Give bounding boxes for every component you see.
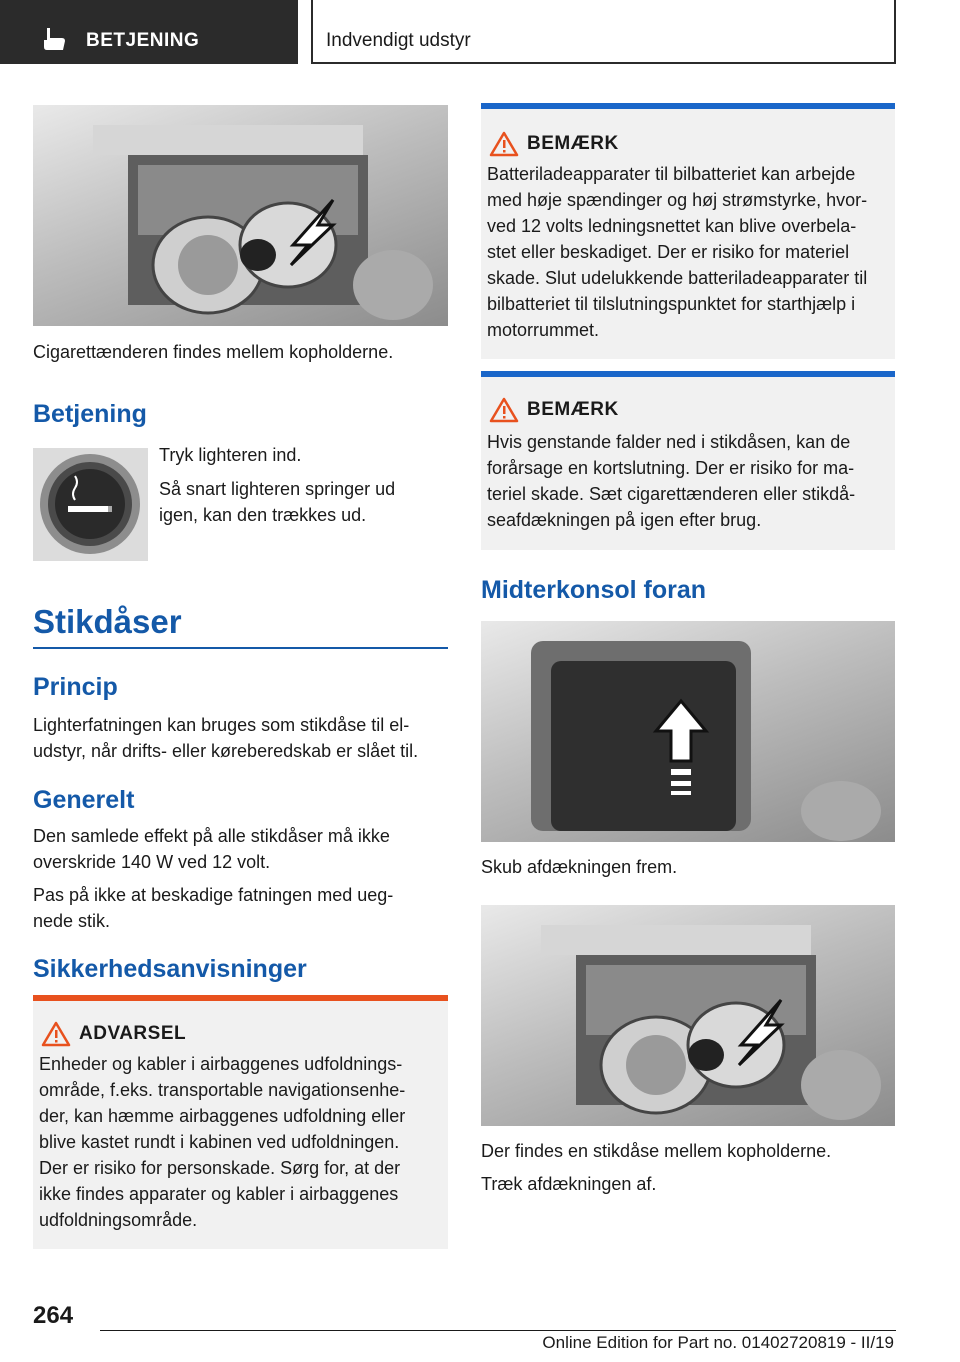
generelt-text-2a: Pas på ikke at beskadige fatningen med ueg‐	[33, 885, 394, 905]
header-section-label: BETJENING	[86, 30, 200, 51]
midterkonsol-heading: Midterkonsol foran	[481, 576, 707, 604]
warning-line-2: område, f.eks. transportable navigationsenhe‐	[39, 1080, 406, 1100]
socket-instruction: Træk afdækningen af.	[481, 1174, 657, 1194]
header-title-box	[311, 0, 896, 64]
note-2-line-3: teriel skade. Sæt cigarettænderen eller stikdå‐	[487, 484, 856, 504]
notice-triangle-icon	[489, 131, 519, 157]
hand-pointer-icon	[38, 26, 68, 52]
warning-line-7: udfoldningsområde.	[39, 1210, 198, 1230]
warning-label: ADVARSEL	[79, 1023, 187, 1044]
footer-edition: Online Edition for Part no. 01402720819 - II/19	[542, 1333, 894, 1352]
note-box-1	[481, 103, 895, 359]
note-1-line-4: stet eller beskadiget. Der er risiko for materiel	[487, 242, 850, 262]
console-cover-photo	[481, 621, 895, 842]
sikkerhed-heading: Sikkerhedsanvisninger	[33, 955, 307, 983]
warning-triangle-icon	[41, 1021, 71, 1047]
warning-line-1: Enheder og kabler i airbaggenes udfoldnings‐	[39, 1054, 403, 1074]
stikdaser-divider	[33, 647, 448, 649]
princip-heading: Princip	[33, 673, 118, 701]
princip-text-a: Lighterfatningen kan bruges som stikdåse til el‐	[33, 715, 410, 735]
warning-line-6: ikke findes apparater og kabler i airbaggenes	[39, 1184, 399, 1204]
warning-bar	[33, 995, 448, 1001]
note-1-line-2: med høje spændinger og høj strømstyrke, hvor‐	[487, 190, 868, 210]
stikdaser-heading: Stikdåser	[33, 603, 182, 640]
header-chapter-title: Indvendigt udstyr	[326, 30, 471, 51]
note-box-2	[481, 371, 895, 550]
cigarette-lighter-photo	[33, 105, 448, 326]
notice-triangle-icon-2	[489, 397, 519, 423]
lighter-closeup-photo	[33, 448, 148, 561]
generelt-text-1a: Den samlede effekt på alle stikdåser må ikke	[33, 826, 390, 846]
socket-caption: Der findes en stikdåse mellem kopholderne.	[481, 1141, 832, 1161]
socket-illustration	[481, 905, 895, 1126]
princip-text-b: udstyr, når drifts- eller køreberedskab er slået til.	[33, 741, 419, 761]
generelt-text-2b: nede stik.	[33, 911, 111, 931]
console-caption-1: Skub afdækningen frem.	[481, 857, 678, 877]
note-bar-2	[481, 371, 895, 377]
note-2-line-2: forårsage en kortslutning. Der er risiko for ma‐	[487, 458, 855, 478]
warning-line-4: blive kastet rundt i kabinen ved udfoldningen.	[39, 1132, 400, 1152]
console-illustration	[33, 105, 448, 326]
footer-divider	[100, 1330, 896, 1331]
warning-line-5: Der er risiko for personskade. Sørg for, at der	[39, 1158, 401, 1178]
note-1-label: BEMÆRK	[527, 133, 619, 154]
note-2-label: BEMÆRK	[527, 399, 619, 420]
betjening-text-1: Tryk lighteren ind.	[159, 445, 302, 465]
warning-line-3: der, kan hæmme airbaggenes udfoldning eller	[39, 1106, 406, 1126]
note-2-line-4: seafdækningen på igen efter brug.	[487, 510, 762, 530]
note-1-line-7: motorrummet.	[487, 320, 600, 340]
page-number: 264	[33, 1302, 74, 1329]
socket-photo	[481, 905, 895, 1126]
generelt-text-1b: overskride 140 W ved 12 volt.	[33, 852, 271, 872]
header-section-tab	[0, 0, 298, 64]
note-bar-1	[481, 103, 895, 109]
betjening-text-2a: Så snart lighteren springer ud	[159, 479, 396, 499]
betjening-text-2b: igen, kan den trækkes ud.	[159, 505, 367, 525]
note-1-line-6: bilbatteriet til tilslutningspunktet for starthjælp i	[487, 294, 856, 314]
note-1-line-3: ved 12 volts ledningsnettet kan blive overbela‐	[487, 216, 857, 236]
lighter-button-illustration	[33, 448, 148, 561]
betjening-heading: Betjening	[33, 400, 147, 428]
note-1-line-5: skade. Slut udelukkende batteriladeapparater til	[487, 268, 868, 288]
cover-illustration	[481, 621, 895, 842]
note-2-line-1: Hvis genstande falder ned i stikdåsen, kan de	[487, 432, 851, 452]
warning-box	[33, 995, 448, 1249]
generelt-heading: Generelt	[33, 786, 135, 814]
lighter-caption: Cigarettænderen findes mellem kopholderne.	[33, 342, 394, 362]
note-1-line-1: Batteriladeapparater til bilbatteriet kan arbejde	[487, 164, 856, 184]
